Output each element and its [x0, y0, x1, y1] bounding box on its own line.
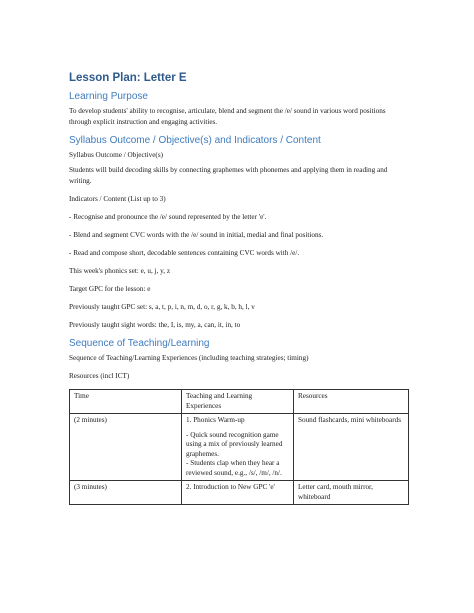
indicator-item: - Recognise and pronounce the /e/ sound represented by the letter 'e'.: [69, 213, 267, 221]
learning-purpose-text: To develop students' ability to recognise, articulate, blend and segment the /e/ sound in various word positions through explicit instruction and engaging activities.: [69, 107, 386, 126]
table-header-row: [70, 390, 409, 414]
table-cell-time: (2 minutes): [70, 414, 182, 481]
table-cell-resources: Letter card, mouth mirror, whiteboard: [294, 481, 409, 505]
document-content: [69, 72, 409, 505]
table-row: [70, 414, 409, 481]
table-row: [70, 481, 409, 505]
sequence-sub-label: Sequence of Teaching/Learning Experiences (including teaching strategies; timing): [69, 354, 309, 362]
indicator-item: - Blend and segment CVC words with the /e/ sound in initial, medial and final positions.: [69, 231, 324, 239]
experience-line: - Quick sound recognition game using a mix of previously learned graphemes.: [186, 430, 283, 458]
table-header-experiences: Teaching and Learning Experiences: [182, 390, 294, 414]
experience-line: - Students clap when they hear a reviewed sound, e.g., /s/, /m/, /n/.: [186, 459, 282, 477]
experience-line: 2. Introduction to New GPC 'e': [186, 483, 275, 491]
table-cell-time: (3 minutes): [70, 481, 182, 505]
learning-purpose-heading: Learning Purpose: [69, 91, 148, 102]
target-gpc: Target GPC for the lesson: e: [69, 285, 151, 293]
phonics-set: This week's phonics set: e, u, j, y, z: [69, 267, 171, 275]
resources-label: Resources (incl ICT): [69, 372, 130, 380]
syllabus-outcome: Students will build decoding skills by connecting graphemes with phonemes and applying them in reading and writing.: [69, 166, 388, 185]
previous-gpc: Previously taught GPC set: s, a, t, p, i, n, m, d, o, r, g, k, b, h, l, v: [69, 303, 255, 311]
table-cell-resources: Sound flashcards, mini whiteboards: [294, 414, 409, 481]
document-title: Lesson Plan: Letter E: [69, 72, 187, 84]
syllabus-heading: Syllabus Outcome / Objective(s) and Indicators / Content: [69, 135, 321, 146]
table-header-time: Time: [70, 390, 182, 414]
sequence-heading: Sequence of Teaching/Learning: [69, 338, 210, 349]
indicator-item: - Read and compose short, decodable sentences containing CVC words with /e/.: [69, 249, 300, 257]
previous-sight-words: Previously taught sight words: the, I, is, my, a, can, it, in, to: [69, 321, 241, 329]
table-cell-experience: [182, 414, 294, 481]
experience-line: 1. Phonics Warm-up: [186, 416, 245, 424]
table-header-resources: Resources: [294, 390, 409, 414]
indicators-label: Indicators / Content (List up to 3): [69, 195, 166, 203]
table-cell-experience: [182, 481, 294, 505]
syllabus-sub-label: Syllabus Outcome / Objective(s): [69, 151, 164, 159]
teaching-sequence-table: [69, 389, 409, 505]
